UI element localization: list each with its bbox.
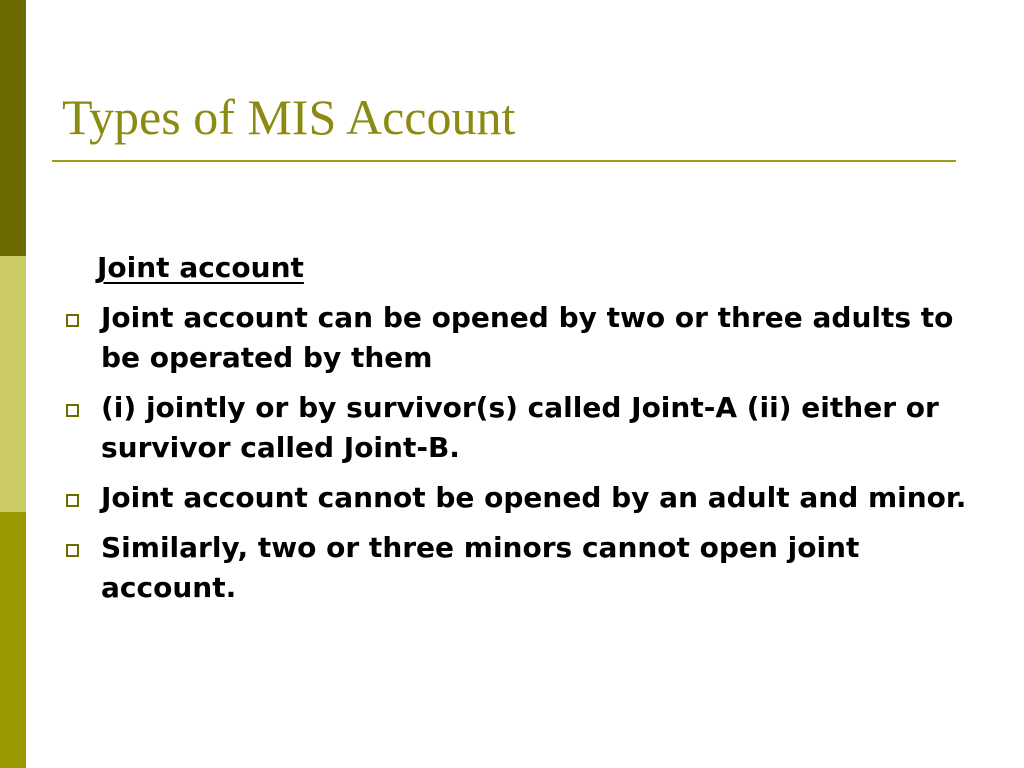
bullet-item [60, 388, 980, 468]
slide-title: Types of MIS Account [62, 89, 516, 145]
subheading-joint-account: Joint account [97, 251, 304, 284]
bullet-item [60, 528, 980, 608]
bullet-text: (i) jointly or by survivor(s) called Joint-A (ii) either or survivor called Joint-B. [101, 391, 939, 464]
hollow-square-bullet-icon [66, 544, 79, 557]
bullet-text: Joint account cannot be opened by an adult and minor. [101, 481, 967, 514]
bullet-list [60, 298, 980, 618]
hollow-square-bullet-icon [66, 314, 79, 327]
bullet-text: Joint account can be opened by two or three adults to be operated by them [101, 301, 954, 374]
bullet-item [60, 298, 980, 378]
hollow-square-bullet-icon [66, 404, 79, 417]
title-underline-rule [52, 160, 956, 162]
bullet-item [60, 478, 980, 518]
hollow-square-bullet-icon [66, 494, 79, 507]
side-bar-middle-segment [0, 256, 26, 512]
bullet-text: Similarly, two or three minors cannot open joint account. [101, 531, 860, 604]
side-bar-bottom-segment [0, 512, 26, 768]
side-bar-top-segment [0, 0, 26, 256]
